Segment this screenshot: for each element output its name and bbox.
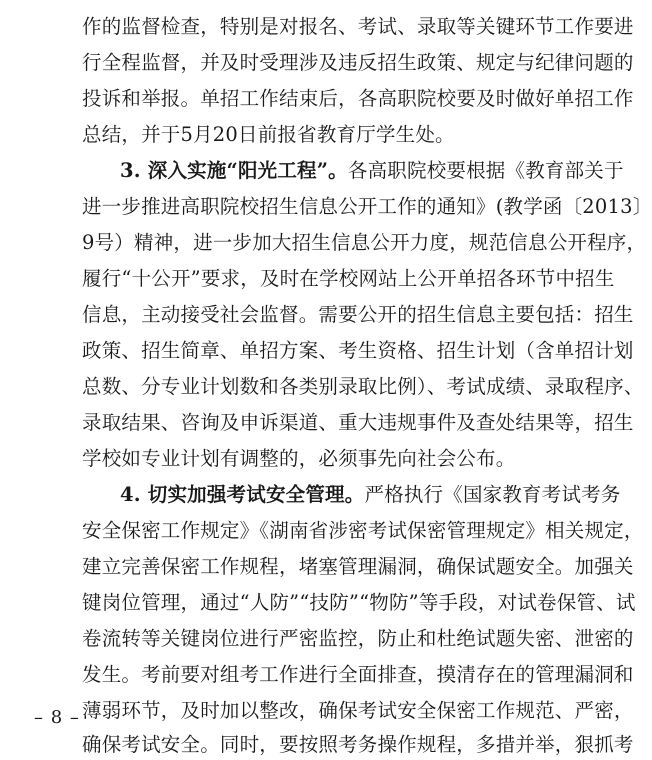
text-line: 卷流转等关键岗位进行严密监控，防止和杜绝试题失密、泄密的 [82, 627, 634, 650]
text-line: 9号）精神，进一步加大招生信息公开力度，规范信息公开程序， [82, 231, 647, 254]
text-line: 总结，并于5月20日前报省教育厅学生处。 [82, 123, 455, 146]
text-run: 严格执行《国家教育考试考务 [364, 483, 621, 506]
text-line: 信息，主动接受社会监督。需要公开的招生信息主要包括：招生 [82, 303, 634, 326]
text-line: 学校如专业计划有调整的，必须事先向社会公布。 [82, 447, 516, 470]
text-line: 键岗位管理，通过“人防”“技防”“物防”等手段，对试卷保管、试 [82, 591, 636, 614]
text-line: 总数、分专业计划数和各类别录取比例）、考试成绩、录取程序、 [82, 375, 644, 398]
text-line: 发生。考前要对组考工作进行全面排查，摸清存在的管理漏洞和 [82, 663, 634, 686]
text-line: 作的监督检查，特别是对报名、考试、录取等关键环节工作要进 [82, 15, 634, 38]
text-line: 薄弱环节，及时加以整改，确保考试安全保密工作规范、严密， [82, 699, 634, 722]
text-line: 进一步推进高职院校招生信息公开工作的通知》(教学函〔2013〕 [82, 195, 652, 218]
text-run: 各高职院校要根据《教育部关于 [347, 159, 624, 182]
section-heading: 3. 深入实施“阳光工程”。 [120, 159, 348, 182]
text-line: 行全程监督，并及时受理涉及违反招生政策、规定与纪律问题的 [82, 51, 634, 74]
paragraph-3-first-line [120, 156, 624, 186]
text-line: 确保考试安全。同时，要按照考务操作规程，多措并举，狠抓考 [82, 733, 634, 756]
text-line: 政策、招生简章、单招方案、考生资格、招生计划（含单招计划 [82, 339, 634, 362]
page-number: – 8 – [34, 707, 80, 728]
text-line: 履行“十公开”要求，及时在学校网站上公开单招各环节中招生 [82, 267, 615, 290]
text-line: 安全保密工作规定》《湖南省涉密考试保密管理规定》相关规定， [82, 519, 644, 542]
text-line: 投诉和举报。单招工作结束后，各高职院校要及时做好单招工作 [82, 87, 634, 110]
text-line: 录取结果、咨询及申诉渠道、重大违规事件及查处结果等，招生 [82, 411, 634, 434]
paragraph-4-first-line [120, 480, 621, 510]
section-heading: 4. 切实加强考试安全管理。 [120, 483, 365, 506]
text-line: 建立完善保密工作规程，堵塞管理漏洞，确保试题安全。加强关 [82, 555, 634, 578]
